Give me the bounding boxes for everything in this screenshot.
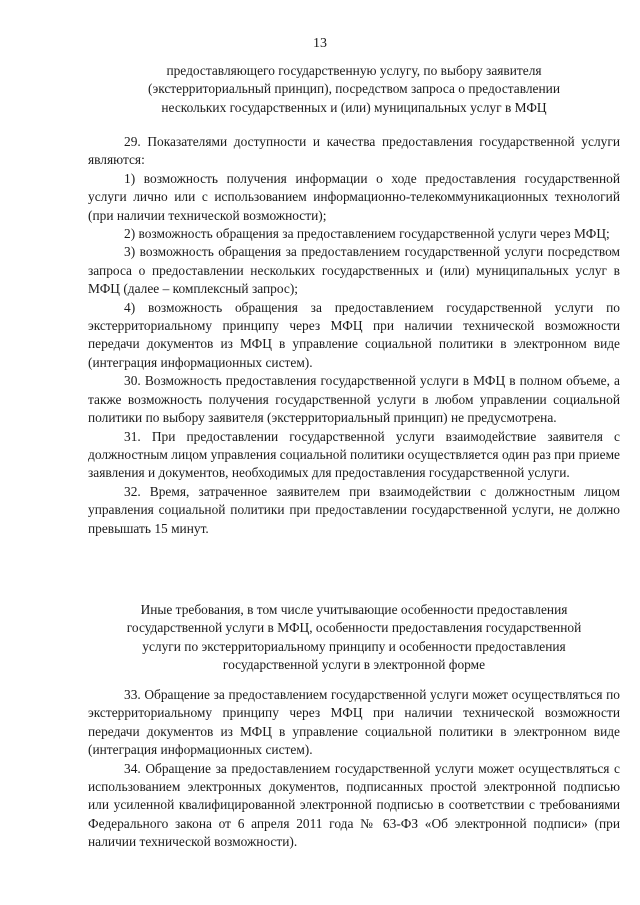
paragraph-32: 32. Время, затраченное заявителем при взаимодействии с должностным лицом управления социальной политики при предоставлении государственной услуги, не должно превышать 15 минут. [88,483,620,536]
list-item-4: 4) возможность обращения за предоставлением государственной услуги по экстерриториальному принципу через МФЦ при наличии технической возможности передачи документов из МФЦ в управление социальной политики в электронном виде (интеграция информационных систем). [88,299,620,370]
list-item-2: 2) возможность обращения за предоставлением государственной услуги через МФЦ; [124,226,610,242]
paragraph-31: 31. При предоставлении государственной услуги взаимодействие заявителя с должностным лицом управления социальной политики осуществляется один раз при приеме заявления и документов, необходимых для предоставления государственной услуги. [88,428,620,481]
paragraph-34: 34. Обращение за предоставлением государственной услуги может осуществляться с использованием электронных документов, подписанных простой электронной подписью или усиленной квалифицированной электронной подписью в соответствии с требованиями Федерального закона от 6 апреля 2011 года № 63-ФЗ «Об электронной подписи» (при наличии технической возможности). [88,760,620,850]
heading-line: услуги по экстерриториальному принципу и особенности предоставления [142,638,566,654]
body-section-2 [88,686,620,852]
section-heading [88,601,620,675]
heading-line: государственной услуги в МФЦ, особенности предоставления государственной [126,620,582,636]
continued-heading [88,62,620,117]
heading-line: нескольких государственных и (или) муниципальных услуг в МФЦ [161,99,547,115]
heading-line: (экстерриториальный принцип), посредством запроса о предоставлении [147,81,560,97]
paragraph-30: 30. Возможность предоставления государственной услуги в МФЦ в полном объеме, а также возможность получения государственной услуги в любом управлении социальной политики по выбору заявителя (экстерриториальный принцип) не предусмотрена. [88,373,620,426]
list-item-3: 3) возможность обращения за предоставлением государственной услуги посредством запроса о предоставлении нескольких государственных и (или) муниципальных услуг в МФЦ (далее – комплексный запрос); [88,244,620,297]
list-item-1: 1) возможность получения информации о ходе предоставления государственной услуги лично или с использованием информационно-телекоммуникационных технологий (при наличии технической возможности); [88,170,620,223]
body-section-1 [88,133,620,538]
page-number: 13 [313,36,327,51]
heading-line: государственной услуги в электронной форме [222,657,486,673]
paragraph-33: 33. Обращение за предоставлением государственной услуги может осуществляться по экстерриториальному принципу через МФЦ при наличии технической возможности передачи документов из МФЦ в управление социальной политики в электронном виде (интеграция информационных систем). [88,687,620,758]
paragraph-29: 29. Показателями доступности и качества предоставления государственной услуги являются: [88,134,620,168]
heading-line: предоставляющего государственную услугу, по выбору заявителя [166,63,542,78]
heading-line: Иные требования, в том числе учитывающие особенности предоставления [140,602,568,617]
